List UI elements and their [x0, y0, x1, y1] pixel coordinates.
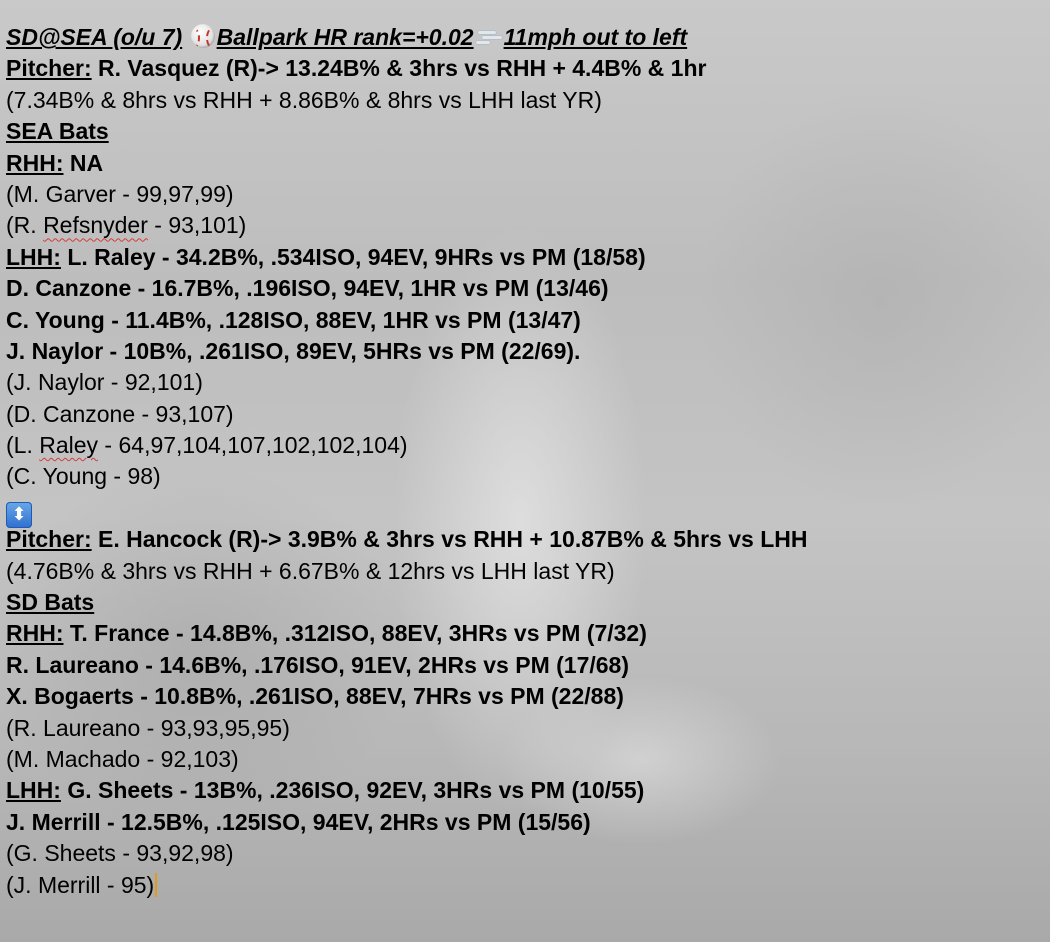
lhh-label: LHH:	[6, 243, 61, 270]
sd-rhh-bogaerts: X. Bogaerts - 10.8B%, .261ISO, 88EV, 7HRs vs PM (22/88)	[6, 683, 624, 710]
sea-lhh-canzone: D. Canzone - 16.7B%, .196ISO, 94EV, 1HR vs PM (13/46)	[6, 275, 609, 302]
sd-lhh-sheets: G. Sheets - 13B%, .236ISO, 92EV, 3HRs vs PM (10/55)	[60, 777, 645, 804]
matchup-header	[6, 22, 1046, 53]
sea-lhh-ev-young: (C. Young - 98)	[6, 463, 161, 490]
sea-pitcher-last-year: (7.34B% & 8hrs vs RHH + 8.86B% & 8hrs vs LHH last YR)	[6, 86, 602, 113]
sea-lhh-ev-canzone: (D. Canzone - 93,107)	[6, 400, 234, 427]
ev-prefix: (R.	[6, 212, 44, 239]
sd-lhh-ev-merrill	[6, 870, 1046, 901]
lhh-label: LHH:	[6, 777, 61, 804]
sea-lhh-young: C. Young - 11.4B%, .128ISO, 88EV, 1HR vs PM (13/47)	[6, 306, 581, 333]
sd-lhh-ev-sheets: (G. Sheets - 93,92,98)	[6, 840, 234, 867]
wind-report: 11mph out to left	[503, 24, 688, 50]
matchup-teams: SD@SEA (o/u 7)	[6, 24, 183, 50]
notes-document[interactable]	[6, 22, 1046, 901]
sea-lhh-naylor: J. Naylor - 10B%, .261ISO, 89EV, 5HRs vs PM (22/69).	[6, 337, 581, 364]
sea-bats-title: SEA Bats	[6, 118, 109, 145]
separator-line	[6, 493, 1046, 524]
baseball-icon	[191, 24, 215, 48]
sd-pitcher-last-year: (4.76B% & 3hrs vs RHH + 6.67B% & 12hrs vs LHH last YR)	[6, 557, 615, 584]
sea-lhh-ev-naylor: (J. Naylor - 92,101)	[6, 369, 203, 396]
sd-pitcher-line	[6, 524, 1046, 555]
sd-rhh-ev-machado: (M. Machado - 92,103)	[6, 745, 239, 772]
misspelled-word-raley[interactable]: Raley	[39, 432, 99, 459]
sd-rhh-line	[6, 618, 1046, 649]
sea-pitcher-line	[6, 53, 1046, 84]
dash-wind-icon	[476, 26, 502, 48]
sd-lhh-line	[6, 775, 1046, 806]
pitcher-label: Pitcher:	[6, 526, 92, 553]
misspelled-word-refsnyder[interactable]: Refsnyder	[43, 212, 148, 239]
pitcher-label: Pitcher:	[6, 55, 92, 82]
sea-lhh-line	[6, 242, 1046, 273]
ev-prefix: (L.	[6, 432, 40, 459]
sd-rhh-ev-laureano: (R. Laureano - 93,93,95,95)	[6, 714, 290, 741]
sea-rhh-ev-garver: (M. Garver - 99,97,99)	[6, 180, 234, 207]
sea-rhh-ev-refsnyder	[6, 210, 1046, 241]
ballpark-hr-rank: Ballpark HR rank=+0.02	[216, 24, 474, 50]
sd-lhh-merrill: J. Merrill - 12.5B%, .125ISO, 94EV, 2HRs vs PM (15/56)	[6, 808, 591, 835]
sd-bats-title: SD Bats	[6, 589, 95, 616]
rhh-label: RHH:	[6, 620, 64, 647]
text-cursor	[155, 873, 157, 897]
up-down-arrow-icon: ⬍	[6, 502, 32, 528]
sd-pitcher-stats: E. Hancock (R)-> 3.9B% & 3hrs vs RHH + 10.87B% & 5hrs vs LHH	[91, 526, 808, 553]
sea-rhh-line	[6, 148, 1046, 179]
ev-values: - 64,97,104,107,102,102,104)	[98, 432, 408, 459]
sea-pitcher-stats: R. Vasquez (R)-> 13.24B% & 3hrs vs RHH + 4.4B% & 1hr	[91, 55, 707, 82]
sd-rhh-france: T. France - 14.8B%, .312ISO, 88EV, 3HRs vs PM (7/32)	[63, 620, 647, 647]
ev-values: - 93,101)	[147, 212, 247, 239]
sea-lhh-ev-raley	[6, 430, 1046, 461]
sea-lhh-raley: L. Raley - 34.2B%, .534ISO, 94EV, 9HRs vs PM (18/58)	[60, 243, 646, 270]
sea-rhh-value: NA	[63, 149, 104, 176]
rhh-label: RHH:	[6, 149, 64, 176]
ev-merrill-text: (J. Merrill - 95)	[6, 871, 155, 898]
sd-rhh-laureano: R. Laureano - 14.6B%, .176ISO, 91EV, 2HRs vs PM (17/68)	[6, 651, 629, 678]
